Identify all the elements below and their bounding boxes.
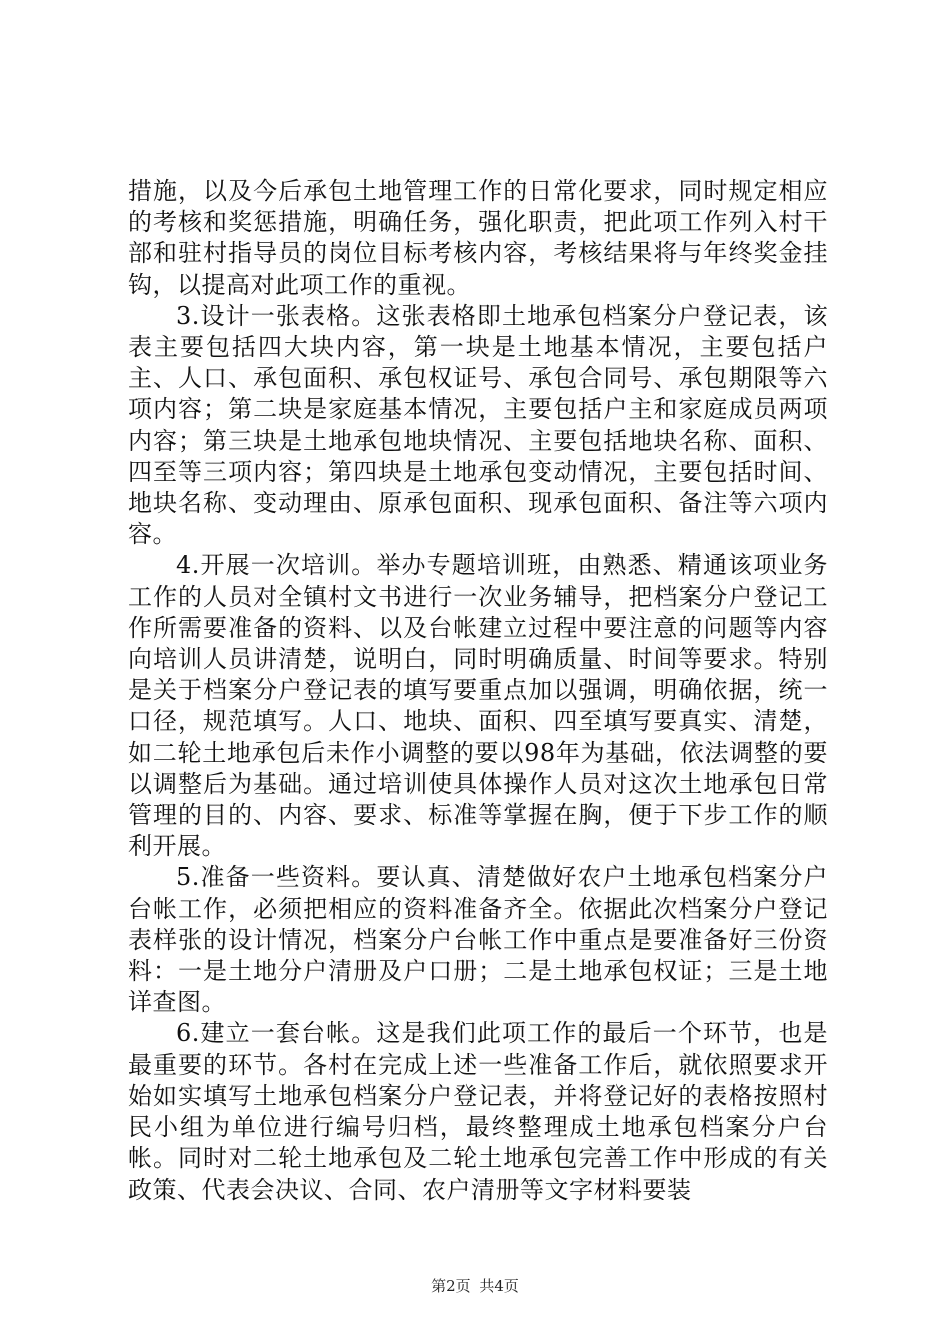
paragraph-design-form: 3.设计一张表格。这张表格即土地承包档案分户登记表，该表主要包括四大块内容，第一块是土地基本情况，主要包括户主、人口、承包面积、承包权证号、承包合同号、承包期限等六项内容；第二块是家庭基本情况，主要包括户主和家庭成员两项内容；第三块是土地承包地块情况、主要包括地块名称、面积、四至等三项内容；第四块是土地承包变动情况，主要包括时间、地块名称、变动理由、原承包面积、现承包面积、备注等六项内容。 [128,301,828,549]
paragraph-ledger: 6.建立一套台帐。这是我们此项工作的最后一个环节，也是最重要的环节。各村在完成上述一些准备工作后，就依照要求开始如实填写土地承包档案分户登记表，并将登记好的表格按照村民小组为单位进行编号归档，最终整理成土地承包档案分户台帐。同时对二轮土地承包及二轮土地承包完善工作中形成的有关政策、代表会决议、合同、农户清册等文字材料要装 [128,1019,828,1204]
paragraph-materials: 5.准备一些资料。要认真、清楚做好农户土地承包档案分户台帐工作，必须把相应的资料准备齐全。依据此次档案分户登记表样张的设计情况，档案分户台帐工作中重点是要准备好三份资料：一是土地分户清册及户口册；二是土地承包权证；三是土地详查图。 [128,863,828,1017]
paragraph-training: 4.开展一次培训。举办专题培训班，由熟悉、精通该项业务工作的人员对全镇村文书进行一次业务辅导，把档案分户登记工作所需要准备的资料、以及台帐建立过程中要注意的问题等内容向培训人员讲清楚，说明白，同时明确质量、时间等要求。特别是关于档案分户登记表的填写要重点加以强调，明确依据，统一口径，规范填写。人口、地块、面积、四至填写要真实、清楚，如二轮土地承包后未作小调整的要以98年为基础，依法调整的要以调整后为基础。通过培训使具体操作人员对这次土地承包日常管理的目的、内容、要求、标准等掌握在胸，便于下步工作的顺利开展。 [128,551,828,861]
page-footer [0,1275,950,1296]
paragraph-continuation: 措施，以及今后承包土地管理工作的日常化要求，同时规定相应的考核和奖惩措施，明确任务，强化职责，把此项工作列入村干部和驻村指导员的岗位目标考核内容，考核结果将与年终奖金挂钩，以提高对此项工作的重视。 [128,177,828,299]
page-total: 共4页 [479,1277,519,1295]
page-number: 第2页 [431,1277,471,1295]
document-body [128,176,828,1206]
